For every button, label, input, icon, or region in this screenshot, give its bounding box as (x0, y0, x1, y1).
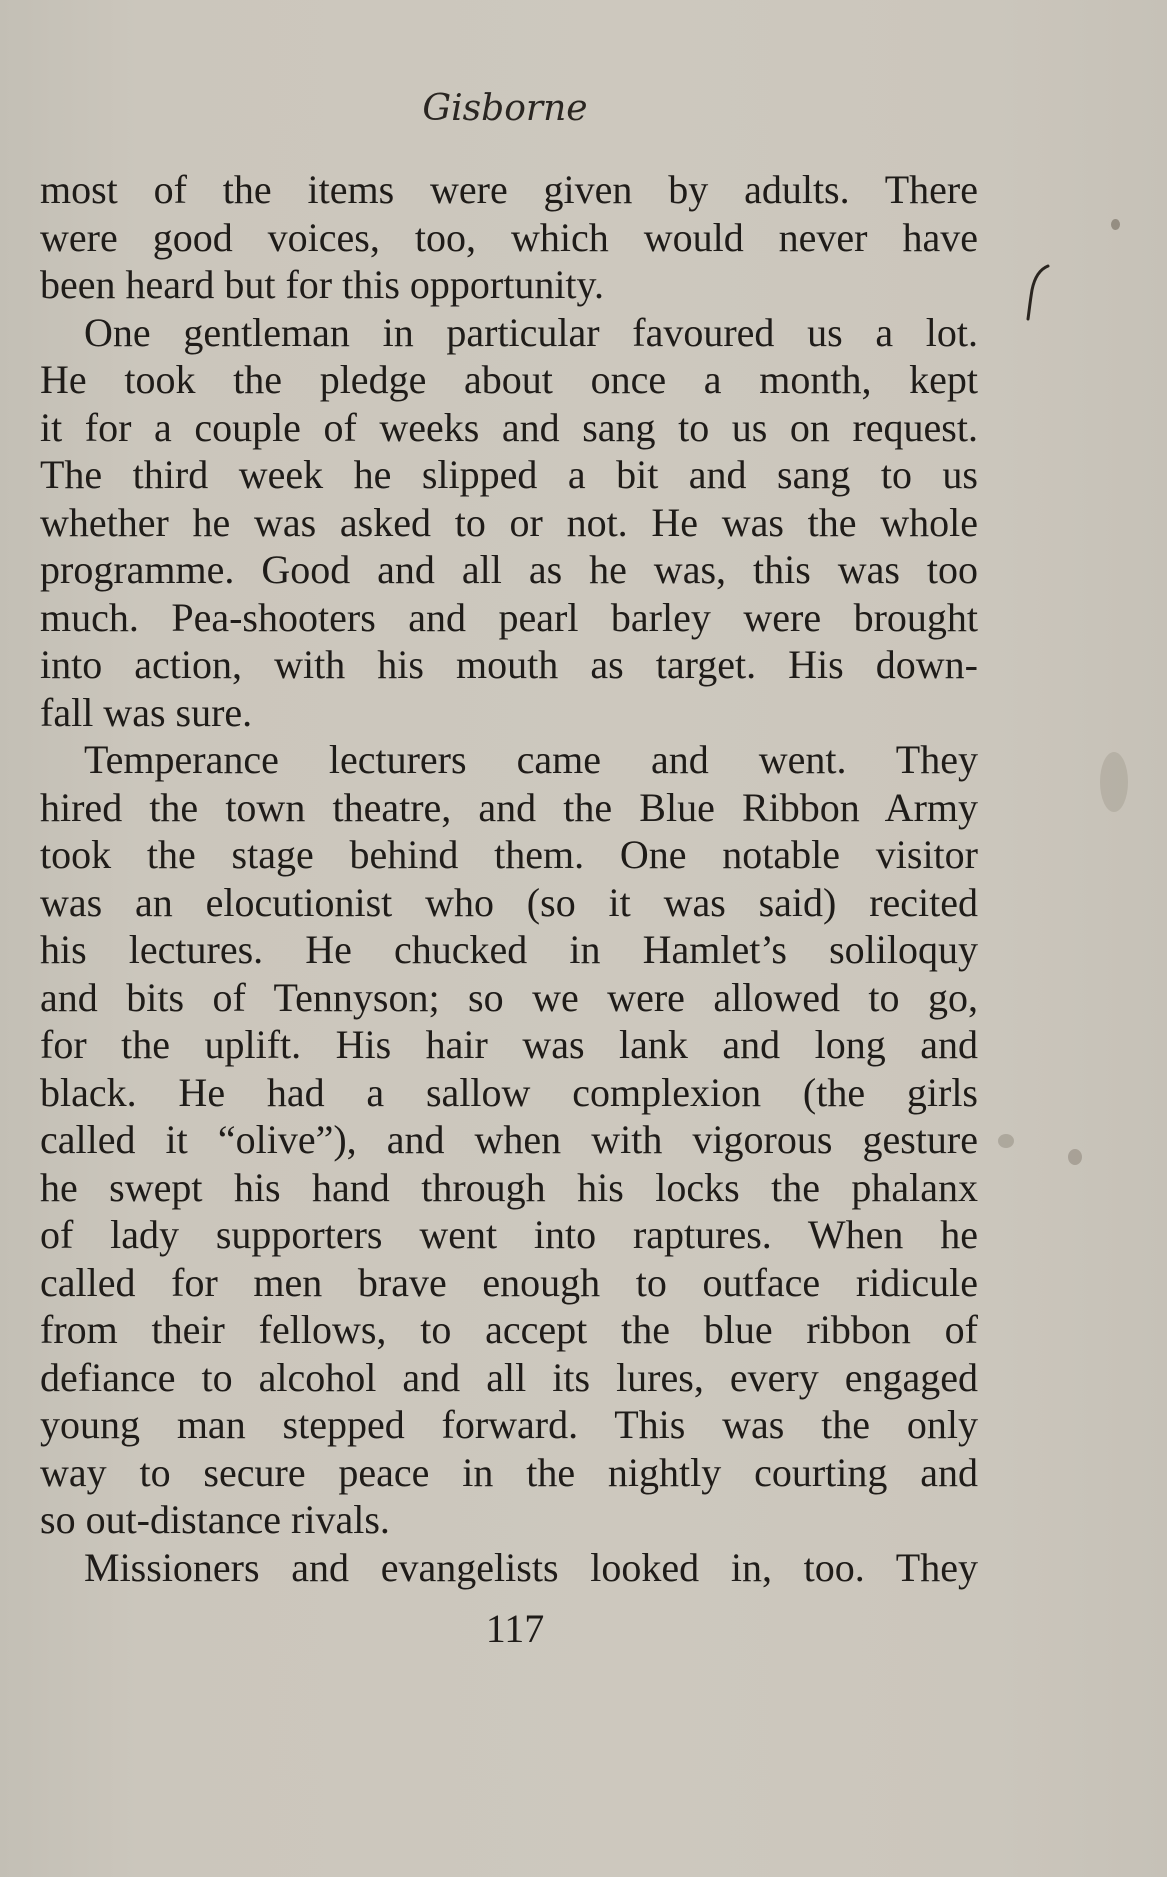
text-line: young man stepped forward. This was the only (40, 1402, 978, 1447)
text-line: Missioners and evangelists looked in, too. They (84, 1544, 978, 1590)
text-line: defiance to alcohol and all its lures, every engaged (40, 1354, 978, 1400)
text-line: fall was sure. (40, 689, 253, 735)
text-line: way to secure peace in the nightly courting and (40, 1449, 978, 1495)
text-line: were good voices, too, which would never have (40, 214, 978, 260)
text-line: his lectures. He chucked in Hamlet’s soliloquy (40, 927, 978, 972)
pencil-mark (1020, 262, 1056, 322)
text-line: was an elocutionist who (so it was said) recited (40, 879, 978, 925)
foxing-spot (1111, 219, 1120, 230)
body-text (40, 166, 978, 1591)
text-line: of lady supporters went into raptures. When he (40, 1212, 978, 1257)
text-line: called it “olive”), and when with vigorous gesture (40, 1117, 978, 1162)
text-line: most of the items were given by adults. There (40, 167, 978, 212)
text-line: called for men brave enough to outface ridicule (40, 1259, 978, 1305)
text-line: been heard but for this opportunity. (40, 262, 604, 307)
text-line: The third week he slipped a bit and sang to us (40, 452, 978, 497)
running-head: Gisborne (422, 88, 588, 129)
text-line: programme. Good and all as he was, this was too (40, 547, 978, 592)
text-line: much. Pea-shooters and pearl barley were brought (40, 594, 978, 640)
text-line: from their fellows, to accept the blue ribbon of (40, 1307, 978, 1352)
foxing-spot (998, 1134, 1014, 1148)
text-line: black. He had a sallow complexion (the girls (40, 1069, 978, 1115)
text-line: into action, with his mouth as target. His down- (40, 642, 978, 687)
text-line: hired the town theatre, and the Blue Ribbon Army (40, 784, 978, 830)
page-number: 117 (485, 1606, 545, 1651)
text-line: Temperance lecturers came and went. They (84, 737, 978, 782)
text-line: for the uplift. His hair was lank and long and (40, 1022, 978, 1067)
text-line: so out-distance rivals. (40, 1497, 390, 1542)
text-line: he swept his hand through his locks the phalanx (40, 1164, 978, 1210)
text-line: and bits of Tennyson; so we were allowed to go, (40, 974, 978, 1020)
foxing-spot (1068, 1149, 1082, 1165)
text-line: One gentleman in particular favoured us a lot. (84, 309, 978, 355)
text-line: took the stage behind them. One notable visitor (40, 832, 978, 877)
text-line: whether he was asked to or not. He was the whole (40, 499, 978, 545)
text-line: it for a couple of weeks and sang to us on request. (40, 404, 978, 450)
foxing-spot (1100, 752, 1128, 812)
text-line: He took the pledge about once a month, kept (40, 357, 978, 402)
